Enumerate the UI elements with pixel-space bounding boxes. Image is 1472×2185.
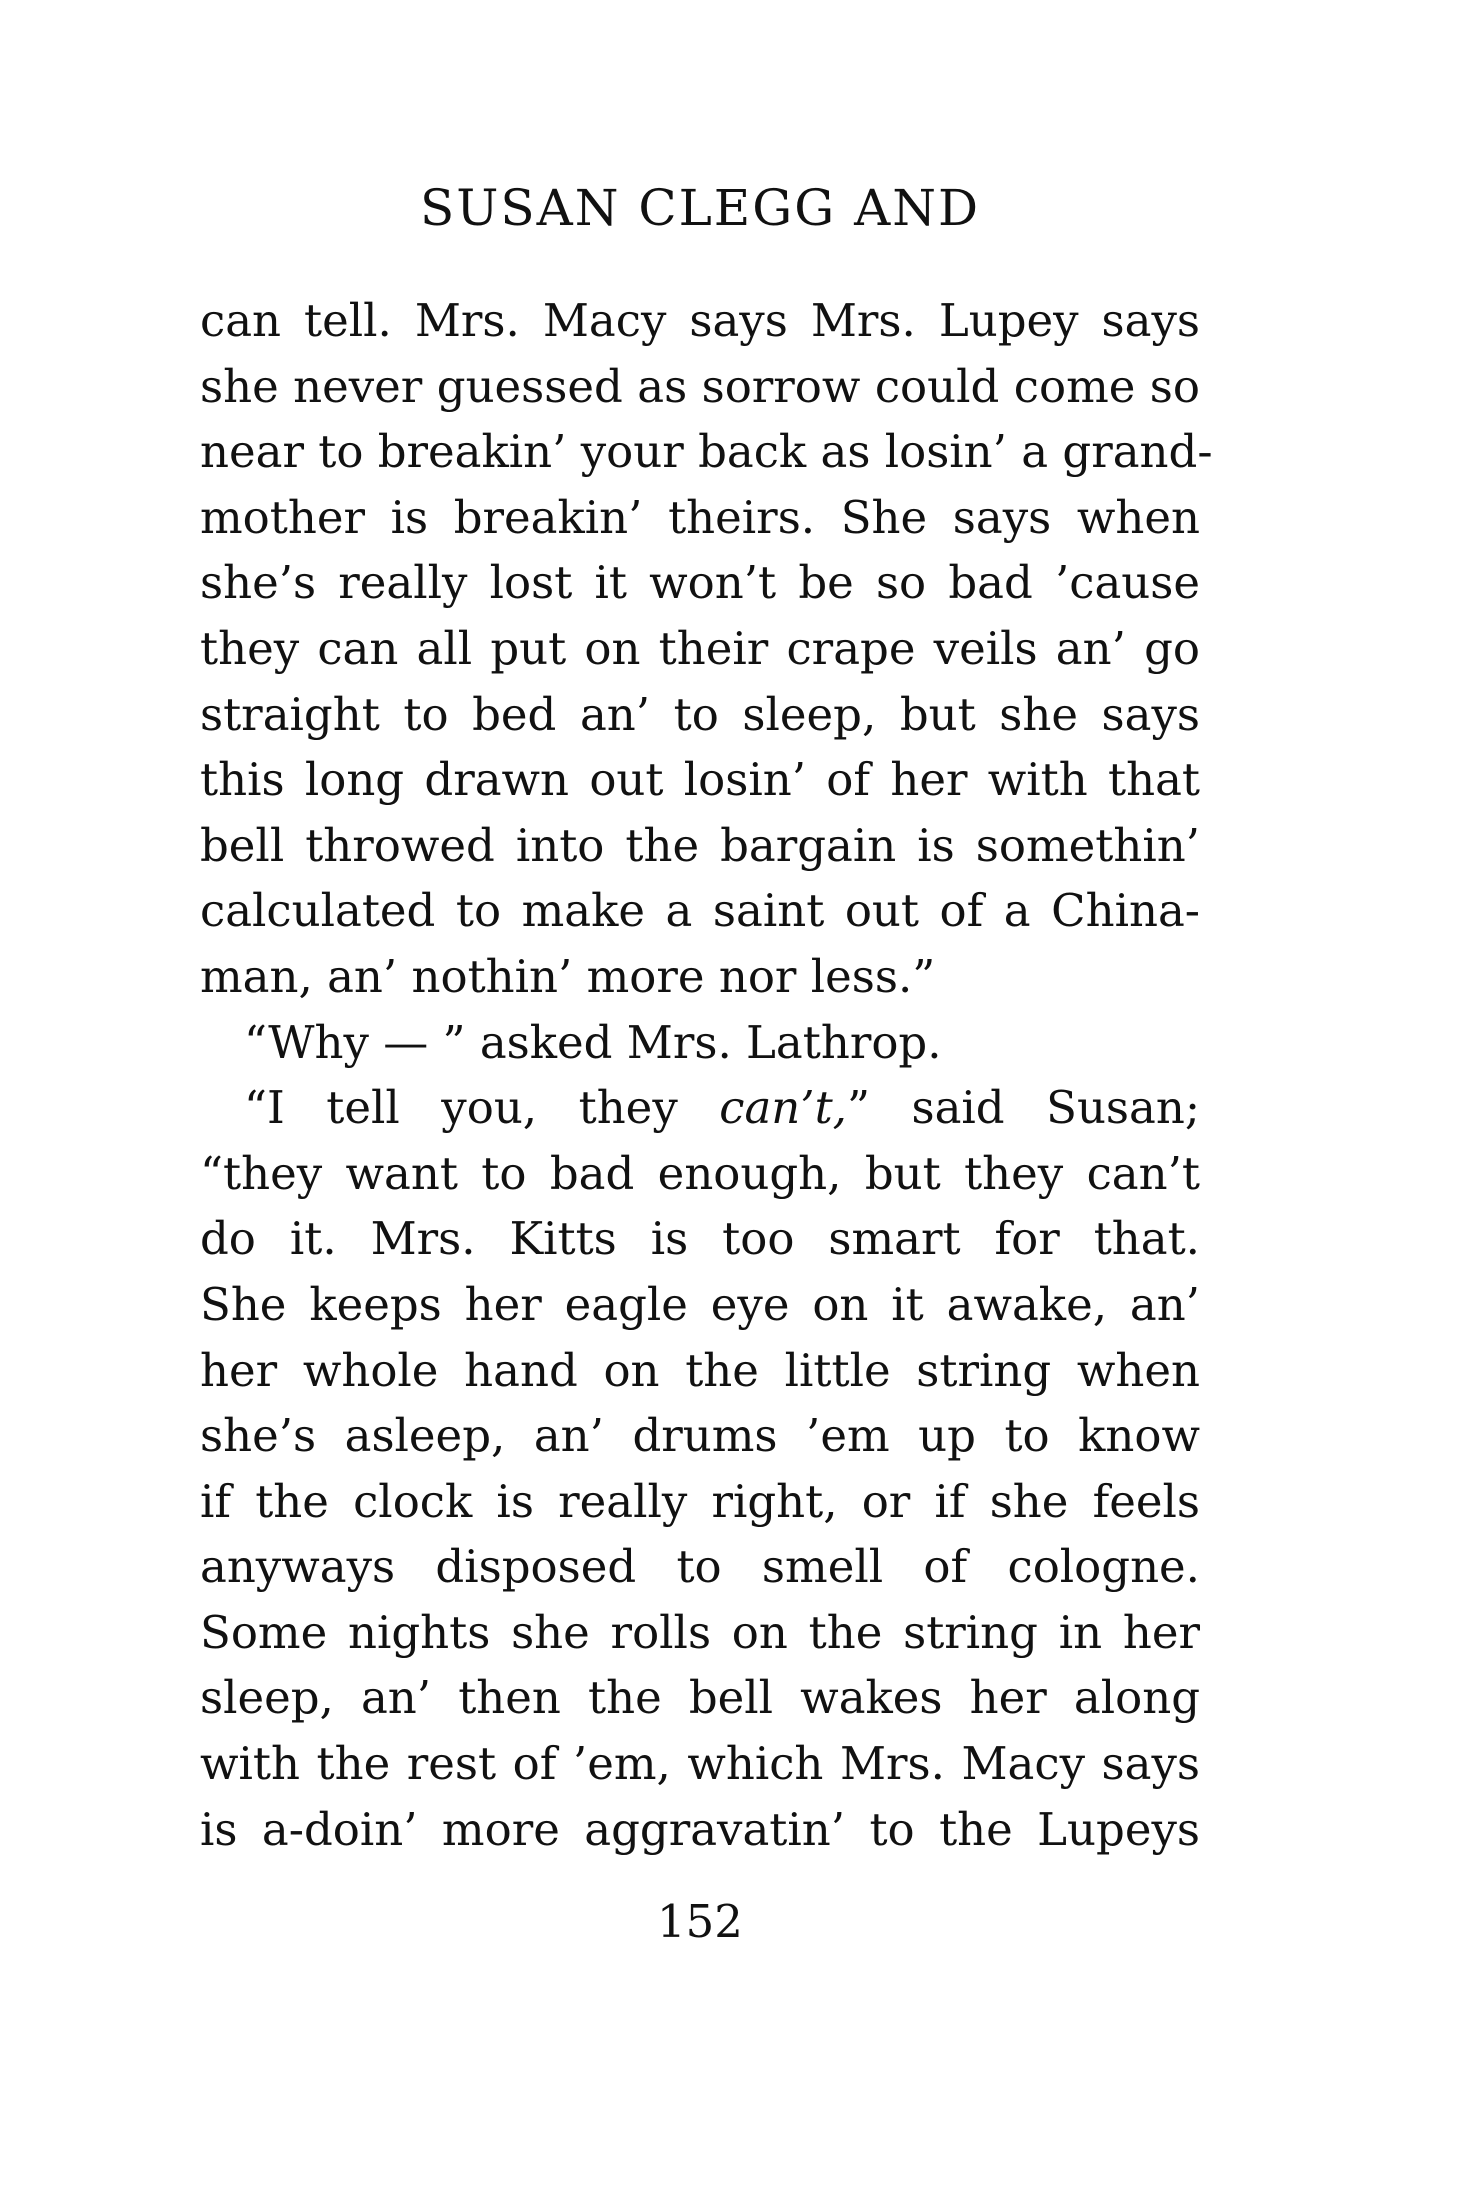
text-line — [200, 1141, 1200, 1207]
text-line — [200, 1010, 1200, 1076]
line-text: mother is breakin’ theirs. She says when — [200, 490, 1200, 544]
text-line — [200, 944, 1200, 1010]
line-text: her whole hand on the little string when — [200, 1343, 1200, 1397]
text-line — [200, 616, 1200, 682]
line-text: with the rest of ’em, which Mrs. Macy says — [200, 1737, 1200, 1791]
line-text: near to breakin’ your back as losin’ a grand- — [200, 425, 1213, 479]
line-text: can tell. Mrs. Macy says Mrs. Lupey says — [200, 294, 1200, 347]
line-text: She keeps her eagle eye on it awake, an’ — [200, 1277, 1200, 1331]
text-line — [200, 1272, 1200, 1338]
text-line — [200, 485, 1200, 551]
text-line — [200, 1665, 1200, 1731]
running-head: SUSAN CLEGG AND — [419, 179, 981, 237]
text-line — [200, 1075, 1200, 1141]
text-line — [200, 1206, 1200, 1272]
italic-text: can’t, — [719, 1081, 847, 1135]
text-line — [200, 1731, 1200, 1797]
text-line — [200, 288, 1200, 354]
body-text — [200, 288, 1213, 1862]
line-text: “I tell you, they — [244, 1081, 720, 1135]
text-line — [200, 1469, 1200, 1535]
line-text: straight to bed an’ to sleep, but she says — [200, 687, 1200, 741]
text-line — [200, 878, 1200, 944]
line-text: she’s really lost it won’t be so bad ’cause — [200, 556, 1200, 610]
text-line — [200, 550, 1200, 616]
line-text: she never guessed as sorrow could come so — [200, 359, 1200, 413]
text-line — [200, 419, 1213, 485]
line-text: anyways disposed to smell of cologne. — [200, 1540, 1200, 1594]
line-text: do it. Mrs. Kitts is too smart for that. — [200, 1212, 1200, 1266]
line-text: they can all put on their crape veils an’ go — [200, 621, 1200, 675]
line-text: bell throwed into the bargain is somethin’ — [200, 818, 1200, 872]
line-text: ” said Susan; — [846, 1081, 1200, 1135]
text-line — [200, 1338, 1200, 1404]
line-text: is a-doin’ more aggravatin’ to the Lupeys — [200, 1802, 1200, 1856]
text-line — [200, 1600, 1200, 1666]
text-line — [200, 354, 1200, 420]
line-text: man, an’ nothin’ more nor less.” — [200, 949, 936, 1003]
text-line — [200, 1797, 1200, 1863]
text-line — [200, 1534, 1200, 1600]
line-text: “Why — ” asked Mrs. Lathrop. — [244, 1015, 942, 1069]
text-line — [200, 682, 1200, 748]
line-text: sleep, an’ then the bell wakes her along — [200, 1671, 1200, 1725]
line-text: she’s asleep, an’ drums ’em up to know — [200, 1409, 1200, 1463]
page-number: 152 — [657, 1895, 743, 1948]
line-text: Some nights she rolls on the string in her — [200, 1605, 1200, 1659]
line-text: if the clock is really right, or if she feels — [200, 1474, 1200, 1528]
text-line — [200, 813, 1200, 879]
line-text: calculated to make a saint out of a China- — [200, 884, 1200, 938]
text-line — [200, 747, 1200, 813]
line-text: “they want to bad enough, but they can’t — [200, 1146, 1200, 1200]
text-line — [200, 1403, 1200, 1469]
line-text: this long drawn out losin’ of her with that — [200, 753, 1200, 807]
